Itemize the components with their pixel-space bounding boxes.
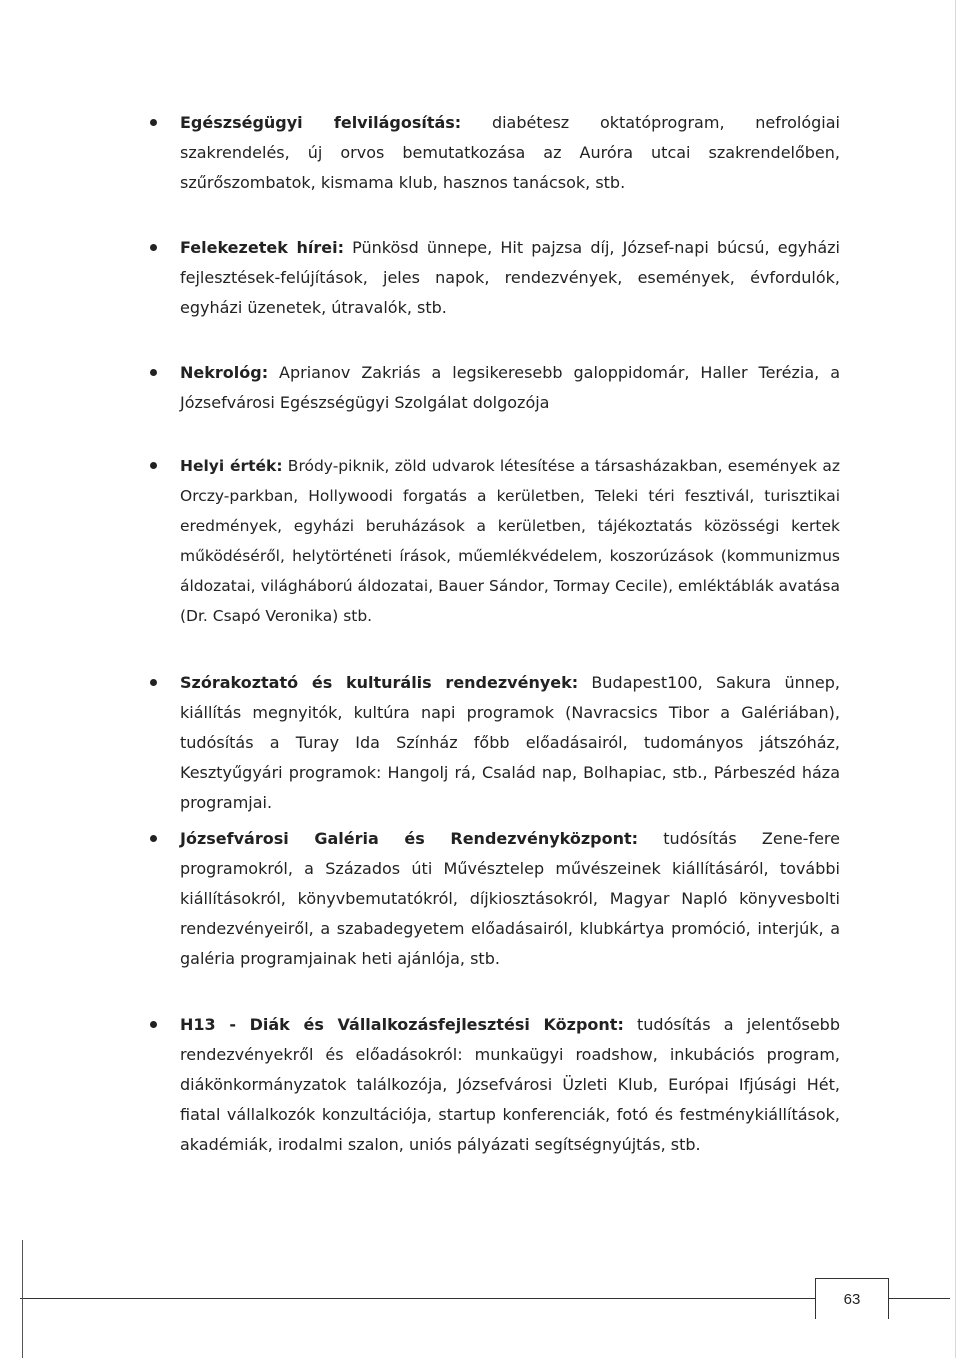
list-item-text (180, 824, 840, 974)
list-item-body: Pünkösd ünnepe, Hit pajzsa díj, József-napi búcsú, egyházi fejlesztések-felújítások, jeles napok, rendezvények, események, évfordulók, egyházi üzenetek, útravalók, stb. (180, 238, 840, 317)
list-item-gallery (150, 824, 840, 974)
bullet-icon (150, 679, 157, 686)
bullet-icon (150, 119, 157, 126)
list-item-lead: Helyi érték: (180, 457, 283, 475)
list-item-lead: H13 - Diák és Vállalkozásfejlesztési Központ: (180, 1015, 624, 1034)
scan-edge-left (22, 1240, 23, 1358)
list-item-lead: Egészségügyi felvilágosítás: (180, 113, 462, 132)
list-item-text (180, 358, 840, 418)
list-item-text (180, 668, 840, 818)
list-item-lead: Felekezetek hírei: (180, 238, 344, 257)
list-item-body: diabétesz oktatóprogram, nefrológiai szakrendelés, új orvos bemutatkozása az Auróra utcai szakrendelőben, szűrőszombatok, kismama klub, hasznos tanácsok, stb. (180, 113, 840, 192)
list-item-h13 (150, 1010, 840, 1160)
footer-divider (20, 1298, 950, 1299)
scan-edge-right (955, 0, 956, 1358)
list-item-text (180, 108, 840, 198)
bullet-icon (150, 1021, 157, 1028)
list-item-obituary (150, 358, 840, 418)
list-item-text (180, 233, 840, 323)
list-item-denominations (150, 233, 840, 323)
page-number-box (815, 1278, 889, 1319)
list-item-body: Bródy-piknik, zöld udvarok létesítése a társasházakban, események az Orczy-parkban, Hollywoodi forgatás a kerületben, Teleki téri fesztivál, turisztikai eredmények, egyházi beruházások a kerületben, tájékoztatás közösségi kertek működéséről, helytörténeti írások, műemlékvédelem, koszorúzások (kommunizmus áldozatai, világháború áldozatai, Bauer Sándor, Tormay Cecile), emléktáblák avatása (Dr. Csapó Veronika) stb. (180, 457, 841, 625)
bullet-icon (150, 462, 157, 469)
list-item-text (180, 1010, 840, 1160)
page-number: 63 (843, 1291, 861, 1308)
list-item-lead: Józsefvárosi Galéria és Rendezvényközpont: (180, 829, 639, 848)
bullet-icon (150, 244, 157, 251)
list-item-local-value (150, 451, 840, 631)
list-item-body: Aprianov Zakriás a legsikeresebb galoppidomár, Haller Terézia, a Józsefvárosi Egészségügyi Szolgálat dolgozója (180, 363, 840, 412)
bullet-icon (150, 369, 157, 376)
list-item-text (180, 451, 840, 631)
list-item-body: tudósítás Zene-fere programokról, a Százados úti Művésztelep művészeinek kiállításáról, további kiállításokról, könyvbemutatókról, díjkiosztásokról, Magyar Napló könyvesbolti rendezvényeiről, a szabadegyetem előadásairól, klubkártya promóció, interjúk, a galéria programjainak heti ajánlója, stb. (180, 829, 840, 968)
bullet-icon (150, 835, 157, 842)
list-item-lead: Szórakoztató és kulturális rendezvények: (180, 673, 579, 692)
list-item-health-info (150, 108, 840, 198)
list-item-body: tudósítás a jelentősebb rendezvényekről és előadásokról: munkaügyi roadshow, inkubációs program, diákönkormányzatok találkozója, Józsefvárosi Üzleti Klub, Európai Ifjúsági Hét, fiatal vállalkozók konzultációja, startup konferenciák, fotó és festménykiállítások, akadémiák, irodalmi szalon, uniós pályázati segítségnyújtás, stb. (180, 1015, 840, 1154)
list-item-entertainment (150, 668, 840, 818)
list-item-lead: Nekrológ: (180, 363, 269, 382)
list-item-body: Budapest100, Sakura ünnep, kiállítás megnyitók, kultúra napi programok (Navracsics Tibor a Galériában), tudósítás a Turay Ida Színház főbb előadásairól, tudományos játszóház, Kesztyűgyári programok: Hangolj rá, Család nap, Bolhapiac, stb., Párbeszéd háza programjai. (180, 673, 840, 812)
